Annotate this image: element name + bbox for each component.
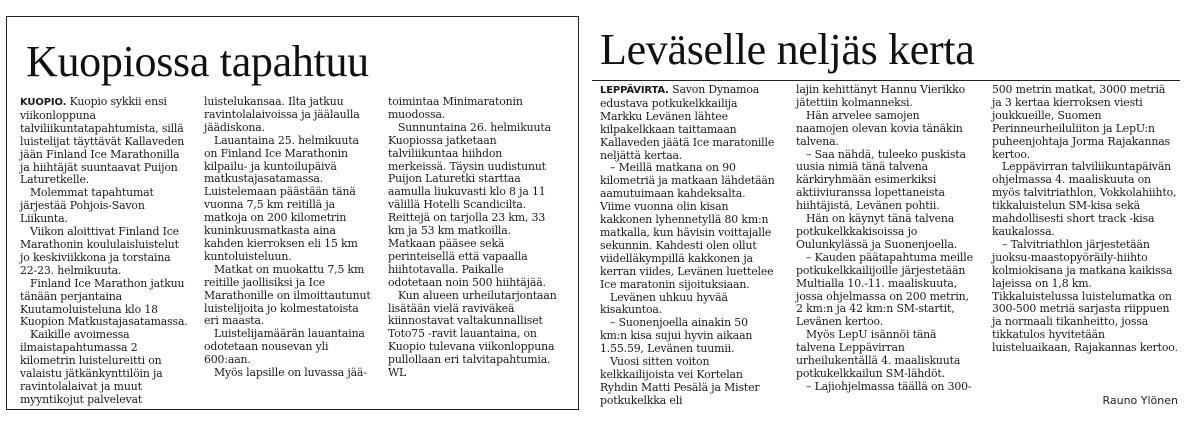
paragraph: – Saa nähdä, tuleeko puskista uusia nimiä tänä talvena kärkiryhmään esimerkiksi aktiiviuranssa lopettaneista hiihtäjistä, Levänen pohtii. <box>796 147 966 213</box>
paragraph: Myös LepU isännöi tänä talvena Leppävirran urheilukentällä 4. maaliskuuta potkukelkkailun SM-lähdöt. <box>796 328 961 380</box>
title-divider <box>592 80 1180 81</box>
paragraph <box>600 84 778 162</box>
paragraph: Luistelijamäärän lauantaina odotetaan nousevan yli 600:aan. <box>204 327 365 367</box>
article2-column-3 <box>992 84 1178 394</box>
paragraph: Hän on käynyt tänä talvena potkukelkkakisoissa jo Oulunkylässä ja Suonenjoella. <box>796 212 958 251</box>
paragraph: 500 metrin matkat, 3000 metriä ja 3 kertaa kierroksen viesti joukkueille, Suomen Perinneurheiluliiton ja LepU:n puheenjohtaja Jorma Rajakannas kertoo. <box>992 83 1170 161</box>
paragraph: Myös lapsille on luvassa jää- <box>214 366 367 380</box>
dateline: KUOPIO. <box>20 97 67 108</box>
article-title-kuopio: Kuopiossa tapahtuu <box>26 37 369 86</box>
paragraph: Levänen uhkuu hyvää kisakuntoa. <box>600 290 728 317</box>
paragraph-text: Kuopio sykkii ensi viikonloppuna talviliikuntatapahtumista, sillä luistelijat täyttävät Kallaveden jään Finland Ice Marathonilla ja hiihtäjät suuntaavat Puijon Laturetkelle. <box>20 95 185 187</box>
paragraph: – Suonenjoella ainakin 50 km:n kisa sujui hyvin aikaan 1.55.59, Levänen tuumii. <box>600 316 753 356</box>
paragraph: toimintaa Minimaratonin muodossa. <box>388 95 523 121</box>
paragraph: Leppävirran talviliikuntapäivän ohjelmassa 4. maaliskuuta on myös talvitriathlon, Vokkolahiihto, tikkaluistelun SM-kisa sekä mahdollisesti short track -kisa kaukalossa. <box>992 160 1177 238</box>
article1-column-1 <box>20 95 190 406</box>
article2-column-2 <box>796 84 974 412</box>
paragraph: Viikon aloittivat Finland Ice Marathonin koululaisluistelut jo keskiviikkona ja torstaina 22-23. helmikuuta. <box>20 225 179 277</box>
paragraph: – Lajiohjelmassa täällä on 300- <box>806 379 972 393</box>
article2-column-1 <box>600 84 778 412</box>
paragraph: – Talvitriathlon järjestetään juoksu-maastopyöräily-hiihto kolmiokisana ja matkana kaikissa lajeissa on 1,8 km. Tikkaluistelussa luistelumatka on 300-500 metriä sarjasta riippuen ja normaali tikanheitto, jossa tikkatulos hyvitetään luisteluaikaan, Rajakannas kertoo. <box>992 237 1178 355</box>
paragraph: Vuosi sitten voiton kelkkailijoista vei Kortelan Ryhdin Matti Pesälä ja Mister potkukelkka eli <box>600 355 760 407</box>
dateline: LEPPÄVIRTA. <box>600 85 669 96</box>
paragraph: Finland Ice Marathon jatkuu tänään perjantaina Kuutamoluisteluna klo 18 Kuopion Matkustajasatamassa. <box>20 276 188 329</box>
paragraph-text: Savon Dynamoa edustava potkukelkkailija Markku Levänen lähtee kilpakelkkaan taittamaan Kallaveden jäätä Ice maratonille neljättä kertaa. <box>600 83 775 162</box>
paragraph: – Meillä matkana on 90 kilometriä ja matkaan lähdetään aamutuimaan kahdeksalta. Viime vuonna olin kisan kakkonen lyhennetyllä 80 km:n matkalla, kun hävisin voittajalle sekunnin. Kahdesti olen ollut viidelläkympillä kakkonen ja kerran viides, Levänen luettelee Ice maratonin sijoituksiaan. <box>600 161 775 291</box>
paragraph: Hän arvelee samojen naamojen olevan kovia tänäkin talvena. <box>796 108 963 148</box>
paragraph: Lauantaina 25. helmikuuta on Finland Ice Marathonin kilpailu- ja kuntoilupäivä matkustajasatamassa. Luistelemaan päästään tänä vuonna 7,5 km reitillä ja matkoja on 200 kilometrin kuninkuusmatkasta aina kahden kierroksen eli 15 km kuntoluisteluun. <box>204 133 359 263</box>
paragraph: Molemmat tapahtumat järjestää Pohjois-Savon Liikunta. <box>20 186 154 226</box>
paragraph: lajin kehittänyt Hannu Vierikko jätettiin kolmanneksi. <box>796 83 965 109</box>
paragraph <box>20 96 190 187</box>
article1-column-3 <box>388 96 558 396</box>
byline: Rauno Ylönen <box>1102 394 1178 407</box>
paragraph: luistelukansaa. Ilta jatkuu ravintolalaivoissa ja jäälaulla jäädiskona. <box>204 95 360 134</box>
paragraph: Kaikille avoimessa ilmaistapahtumassa 2 kilometrin luistelureitti on valaistu jätkänkynttilöin ja ravintolalaivat ja muut myyntikojut palvelevat <box>20 328 163 406</box>
article1-column-2 <box>204 96 374 396</box>
paragraph: Sunnuntaina 26. helmikuuta Kuopiossa jatketaan talviliikuntaa hiihdon merkeissä. Täysin uudistunut Puijon Laturetki starttaa aamulla liukuvasti klo 8 ja 11 välillä Hotelli Scandicilta. Reittejä on tarjolla 23 km, 33 km ja 53 km matkoilla. Matkaan pääsee sekä perinteisellä että vapaalla hiihtotavalla. Paikalle odotetaan noin 500 hiihtäjää. <box>388 120 551 289</box>
article-title-levanen: Leväselle neljäs kerta <box>600 25 975 74</box>
paragraph: Kun alueen urheilutarjontaan lisätään vielä raviväkeä kiinnostavat valtakunnalliset Toto75 -ravit lauantaina, on Kuopio tulevana viikonloppuna pullollaan eri talvitapahtumia. WL <box>388 288 557 380</box>
paragraph: – Kauden päätapahtuma meille potkukelkkailijoille järjestetään Multialla 10.-11. maaliskuuta, jossa ohjelmassa on 200 metrin, 2 km:n ja 42 km:n SM-startit, Levänen kertoo. <box>796 250 973 329</box>
paragraph: Matkat on muokattu 7,5 km reitille jaollisiksi ja Ice Marathonille on ilmoittautunut luistelijoita jo kolmestatoista eri maasta. <box>204 262 371 328</box>
